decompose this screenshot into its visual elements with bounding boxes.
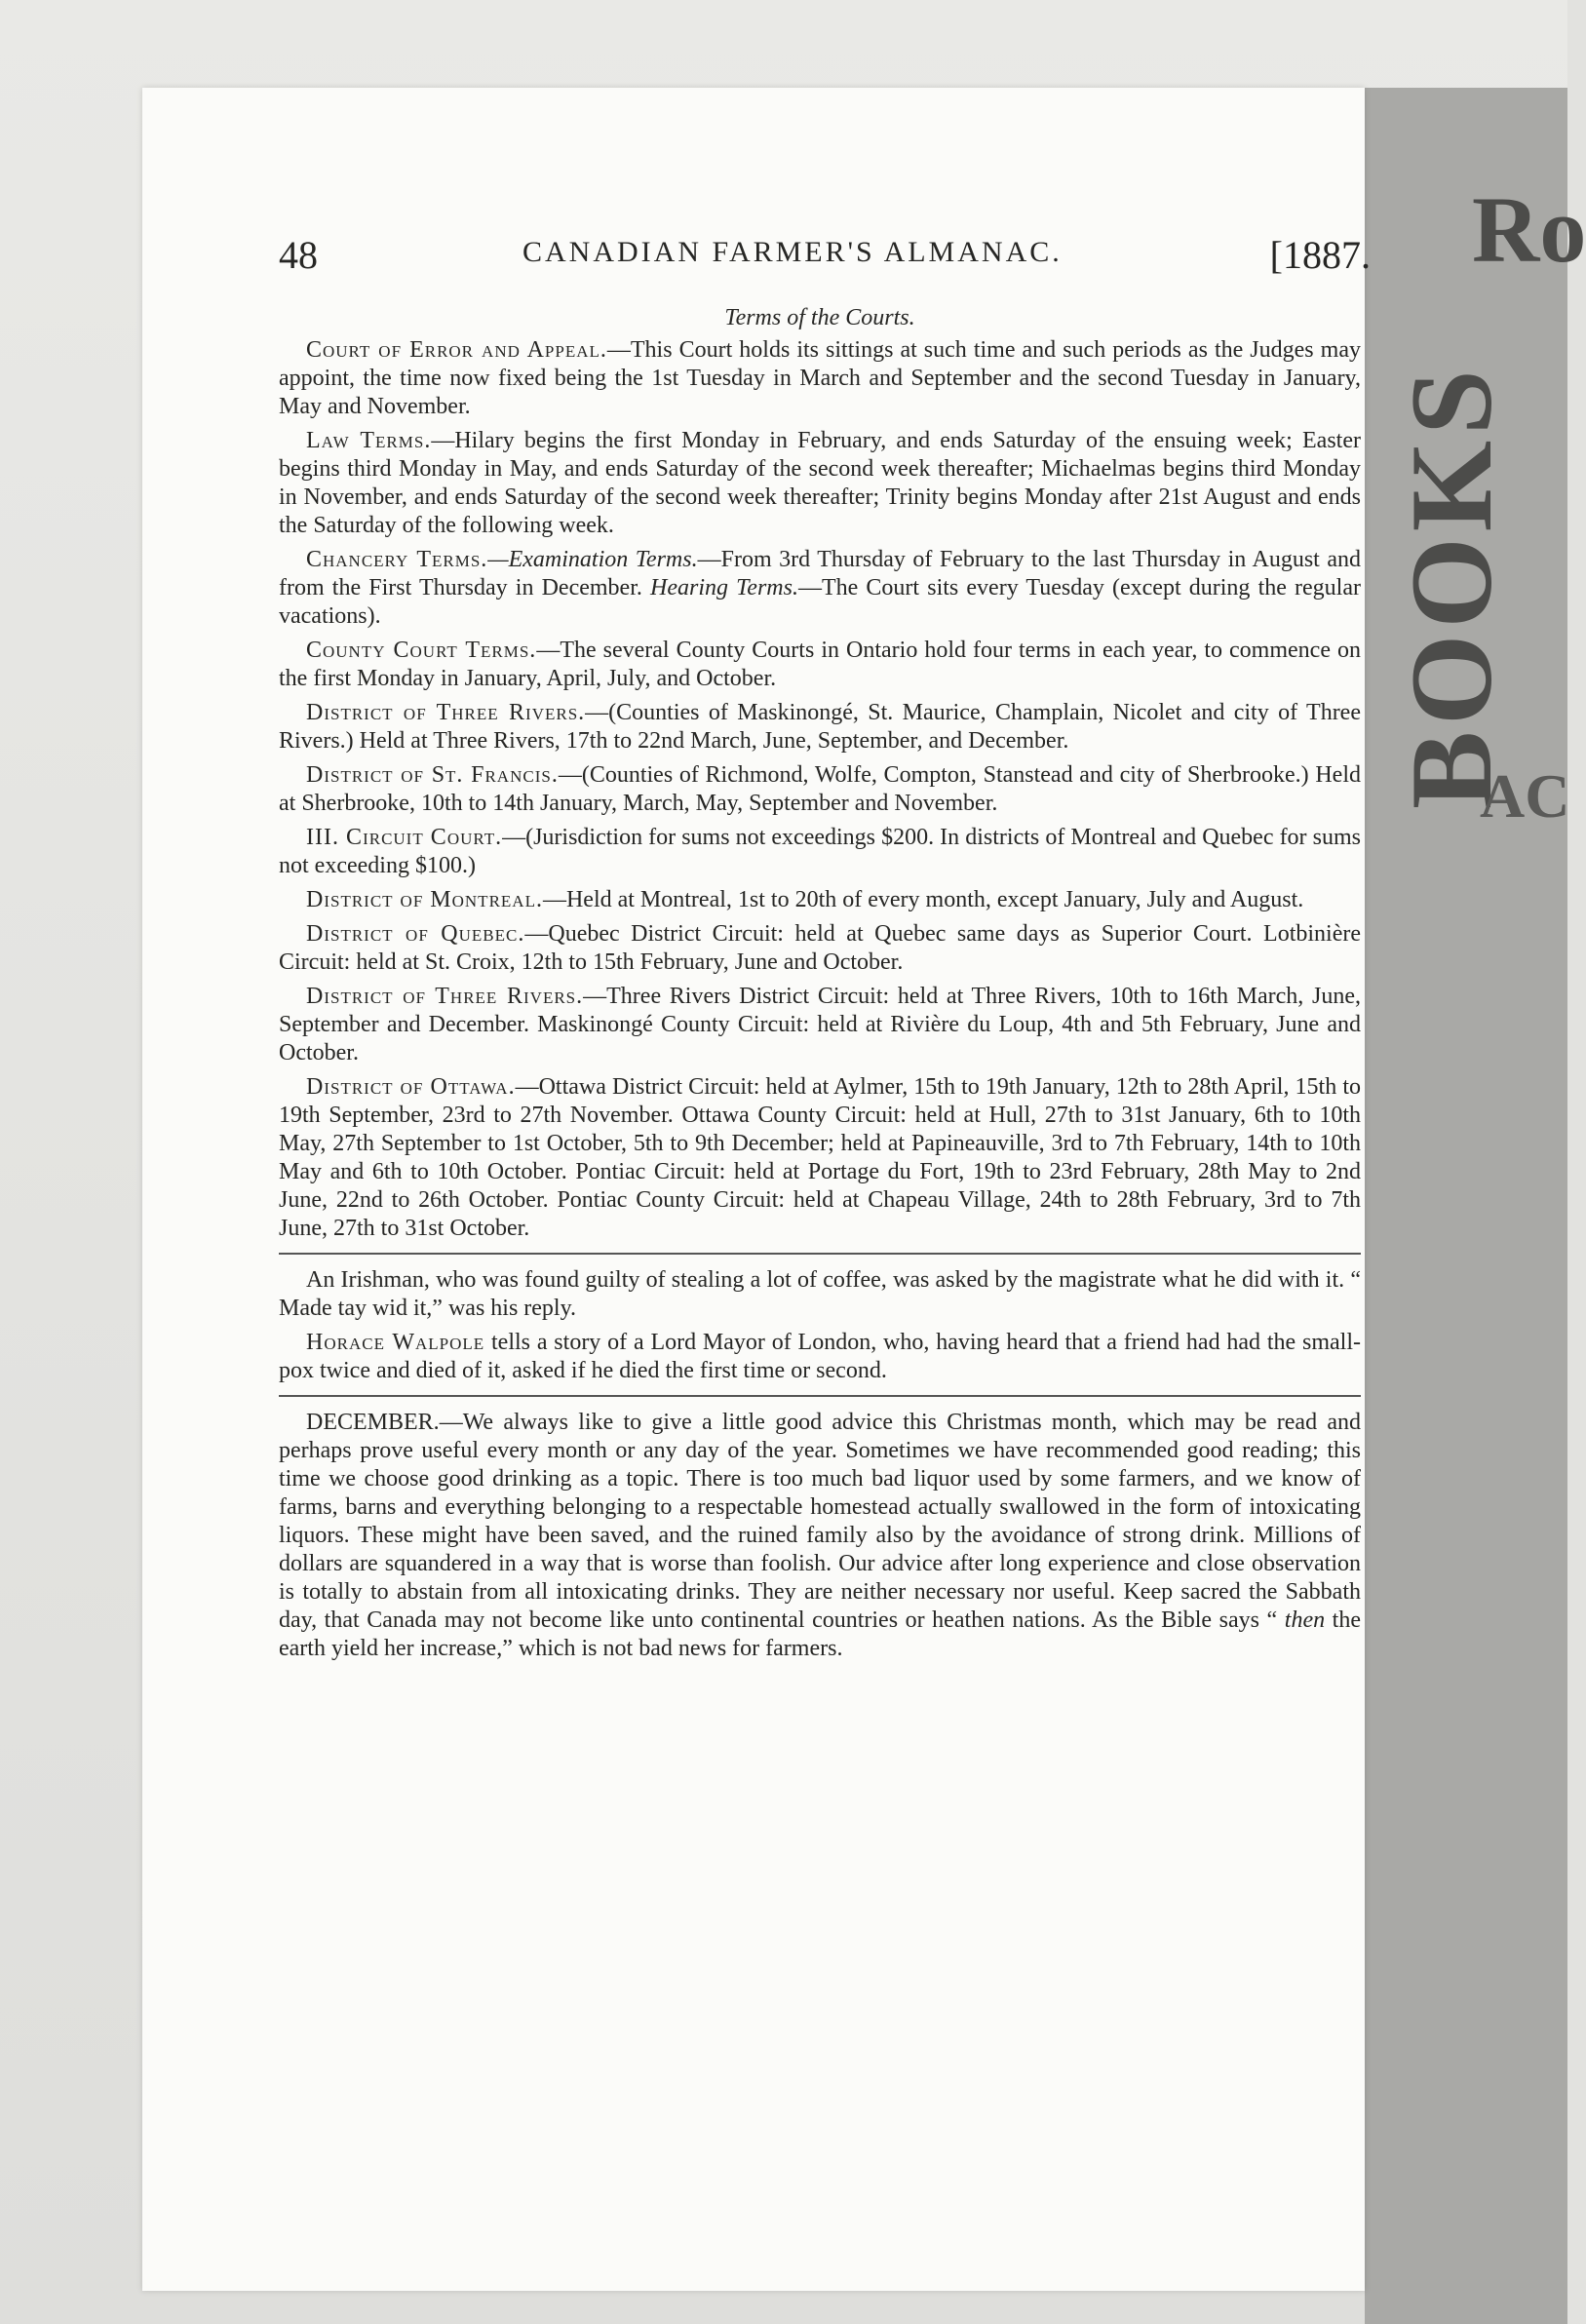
paragraph-quebec <box>279 920 1361 977</box>
december-text-end: the earth yield her increase,” which is not bad news for farmers. <box>279 1607 1361 1661</box>
paragraph-text: —Three Rivers District Circuit: held at Three Rivers, 10th to 16th March, June, September and December. Maskinongé County Circuit: held at Rivière du Loup, 4th and 5th February, June and October. <box>279 984 1361 1065</box>
cover-text-books: BOOKS <box>1386 364 1516 809</box>
paragraph-lead: District of Quebec. <box>306 921 525 947</box>
paragraph-lead: Chancery Terms. <box>306 547 488 572</box>
paragraph-italic: —Examination Terms. <box>487 547 698 572</box>
paragraph-ottawa <box>279 1073 1361 1243</box>
paragraph-lead: Law Terms. <box>306 428 432 453</box>
page-content <box>279 304 1361 1669</box>
paragraph-lead: III. Circuit Court. <box>306 825 503 850</box>
december-advice <box>279 1409 1361 1663</box>
paragraph-lead: District of St. Francis. <box>306 762 559 788</box>
paragraph-text: —The several County Courts in Ontario hold four terms in each year, to commence on the first Monday in January, April, July, and October. <box>279 638 1361 691</box>
paragraph-text: —(Jurisdiction for sums not exceedings $200. In districts of Montreal and Quebec for sums not exceeding $100.) <box>279 825 1361 878</box>
paragraph-court-of-error <box>279 336 1361 421</box>
paragraph-text: —From 3rd Thursday of February to the last Thursday in August and from the First Thursday in December. <box>279 547 1362 600</box>
paragraph-law-terms <box>279 427 1361 540</box>
december-italic: then <box>1284 1607 1326 1633</box>
anecdote-text: tells a story of a Lord Mayor of London, who, having heard that a friend had had the small-pox twice and died of it, asked if he died the first time or second. <box>279 1330 1362 1383</box>
running-title: CANADIAN FARMER'S ALMANAC. <box>522 236 1063 268</box>
cover-text-ro: Ro <box>1472 177 1586 282</box>
page-header <box>279 232 1371 290</box>
paragraph-county-court <box>279 637 1361 693</box>
paragraph-lead: Court of Error and Appeal. <box>306 337 607 363</box>
paragraph-italic: Hearing Terms. <box>650 575 798 600</box>
divider-rule <box>279 1253 1361 1255</box>
paragraph-text: —(Counties of Maskinongé, St. Maurice, Champlain, Nicolet and city of Three Rivers.) Held at Three Rivers, 17th to 22nd March, June, September, and December. <box>279 700 1361 754</box>
december-lead: DECEMBER. <box>306 1410 440 1435</box>
paragraph-st-francis <box>279 761 1361 818</box>
december-text: —We always like to give a little good advice this Christmas month, which may be read and perhaps prove useful every month or any day of the year. Sometimes we have recommended good reading; this time we choose good drinking as a topic. There is too much bad liquor used by some farmers, and we know of farms, barns and everything belonging to a respectable homestead actually swallowed in the form of intoxicating liquors. These might have been saved, and the ruined family also by the avoidance of strong drink. Millions of dollars are squandered in a way that is worse than foolish. Our advice after long experience and close observation is totally to abstain from all intoxicating drinks. They are neither necessary nor useful. Keep sacred the Sabbath day, that Canada may not become like unto continental countries or heathen nations. As the Bible says “ <box>279 1410 1361 1633</box>
paragraph-montreal <box>279 886 1361 914</box>
paragraph-circuit-court <box>279 824 1361 880</box>
paragraph-chancery-terms <box>279 546 1361 631</box>
paragraph-text: —Hilary begins the first Monday in February, and ends Saturday of the ensuing week; Easter begins third Monday in May, and ends Saturday of the second week thereafter; Michaelmas begins third Monday in November, and ends Saturday of the second week thereafter; Trinity begins Monday after 21st August and ends the Saturday of the following week. <box>279 428 1361 538</box>
paragraph-text: —(Counties of Richmond, Wolfe, Compton, Stanstead and city of Sherbrooke.) Held at Sherbrooke, 10th to 14th January, March, May, September and November. <box>279 762 1361 816</box>
anecdote-irishman <box>279 1266 1361 1323</box>
paragraph-text: —Ottawa District Circuit: held at Aylmer, 15th to 19th January, 12th to 28th April, 15th to 19th September, 23rd to 27th November. Ottawa County Circuit: held at Hull, 27th to 31st January, 6th to 10th May, 27th September to 1st October, 5th to 9th December; held at Papineauville, 3rd to 7th February, 14th to 10th May and 6th to 10th October. Pontiac Circuit: held at Portage du Fort, 19th to 23rd February, 28th May to 2nd June, 22nd to 26th October. Pontiac County Circuit: held at Chapeau Village, 24th to 28th February, 3rd to 7th June, 27th to 31st October. <box>279 1074 1361 1241</box>
paragraph-text: —Held at Montreal, 1st to 20th of every month, except January, July and August. <box>542 887 1304 912</box>
year-label: [1887. <box>1269 233 1371 277</box>
paragraph-lead: District of Three Rivers. <box>306 984 584 1009</box>
section-title: Terms of the Courts. <box>724 305 915 330</box>
anecdote-walpole <box>279 1329 1361 1385</box>
paragraph-lead: District of Ottawa. <box>306 1074 516 1100</box>
paragraph-text: —This Court holds its sittings at such time and such periods as the Judges may appoint, the time now fixed being the 1st Tuesday in March and September and the second Tuesday in January, May and November. <box>279 337 1361 419</box>
divider-rule <box>279 1395 1361 1397</box>
paragraph-lead: District of Montreal. <box>306 887 543 912</box>
adjacent-book-cover <box>1365 88 1586 2324</box>
paragraph-three-rivers-circuit <box>279 983 1361 1067</box>
cover-text-ac: AC <box>1480 761 1570 831</box>
paragraph-text: —The Court sits every Tuesday (except during the regular vacations). <box>279 575 1361 629</box>
anecdote-text: An Irishman, who was found guilty of stealing a lot of coffee, was asked by the magistrate what he did with it. “ Made tay wid it,” was his reply. <box>279 1267 1361 1321</box>
paragraph-three-rivers <box>279 699 1361 755</box>
paragraph-lead: County Court Terms. <box>306 638 537 663</box>
paragraph-text: —Quebec District Circuit: held at Quebec same days as Superior Court. Lotbinière Circuit: held at St. Croix, 12th to 15th February, June and October. <box>279 921 1362 975</box>
page-number: 48 <box>279 233 318 277</box>
paragraph-lead: District of Three Rivers. <box>306 700 586 725</box>
anecdote-lead: Horace Walpole <box>306 1330 485 1355</box>
almanac-page <box>142 88 1371 2291</box>
